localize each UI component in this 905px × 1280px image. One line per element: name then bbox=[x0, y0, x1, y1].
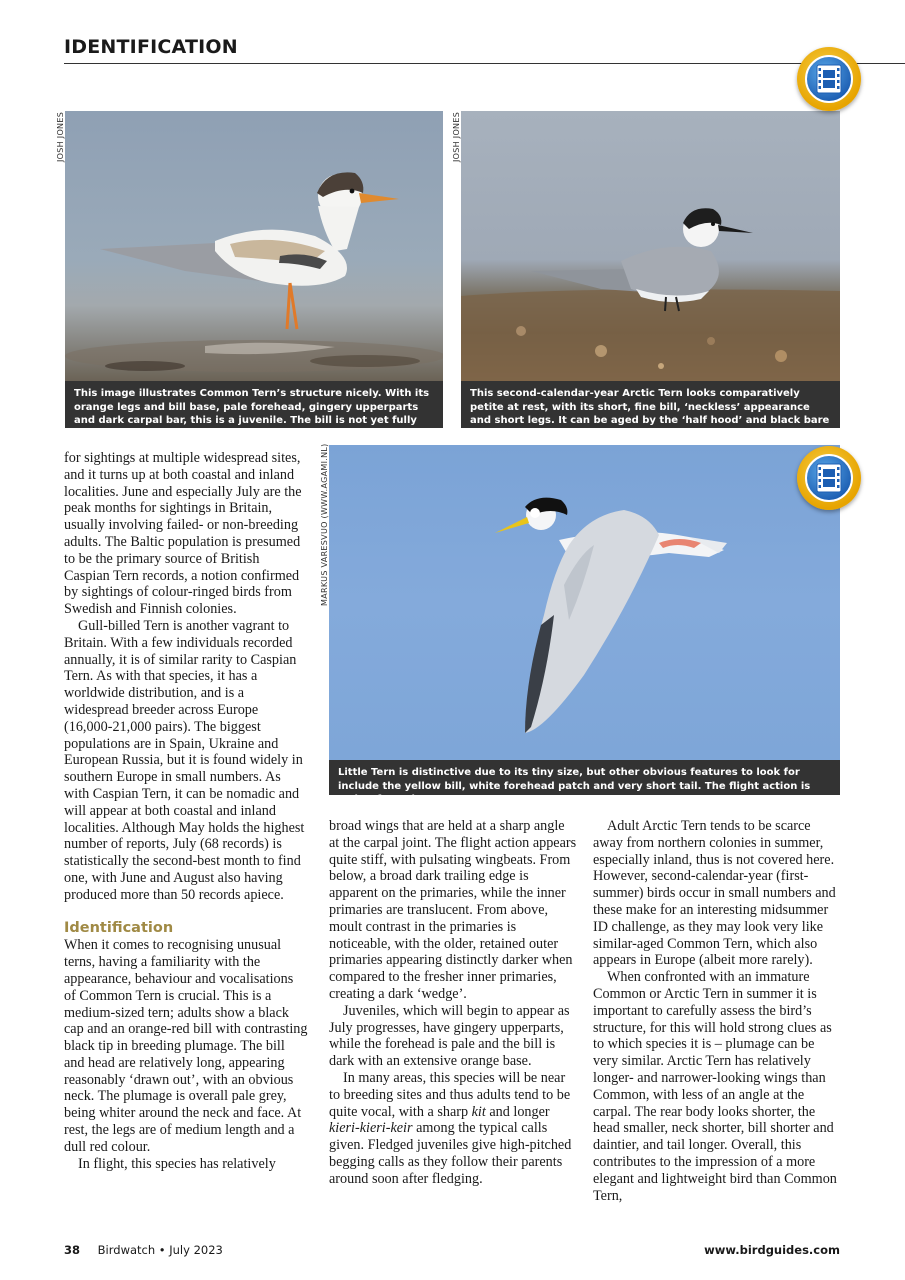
call-kieri: kieri-kieri-keir bbox=[329, 1120, 413, 1137]
col2-paragraph-3 bbox=[329, 1070, 578, 1188]
photo-arctic-tern bbox=[461, 111, 840, 381]
photo-caption-2: This second-calendar-year Arctic Tern looks comparatively petite at rest, with its short, fine bill, ‘neckless’ appearance and short legs. It can be aged by the ‘half hood’ and black bare parts. bbox=[461, 381, 840, 428]
col2-paragraph-2: Juveniles, which will begin to appear as July progresses, have gingery upperparts, while the forehead is pale and the bill is dark with an extensive orange base. bbox=[329, 1002, 570, 1070]
section-title: IDENTIFICATION bbox=[64, 36, 238, 58]
arctic-tern-illustration bbox=[461, 111, 840, 381]
header-rule bbox=[64, 63, 905, 64]
footer-url[interactable]: www.birdguides.com bbox=[704, 1243, 840, 1257]
photo-common-tern bbox=[65, 111, 443, 381]
photo-credit-2: JOSH JONES bbox=[452, 111, 461, 162]
photo-caption-3: Little Tern is distinctive due to its tiny size, but other obvious features to look for include the yellow bill, white forehead patch and very short tail. The flight action is rather frenetic. bbox=[329, 760, 840, 795]
photo-caption-1: This image illustrates Common Tern’s structure nicely. With its orange legs and bill base, pale forehead, gingery upperparts and dark carpal bar, this is a juvenile. The bill is not yet fully grown and appears short. bbox=[65, 381, 443, 428]
col1-paragraph-1: for sightings at multiple widespread sites, and it turns up at both coastal and inland localities. June and especially July are the peak months for sightings in Britain, usually involving failed- or non-breeding adults. The Baltic population is presumed to be the primary source of British Caspian Tern records, a notion confirmed by sightings of colour-ringed birds from Swedish and Finnish colonies. bbox=[64, 450, 302, 618]
col3-paragraph-2: When confronted with an immature Common or Arctic Tern in summer it is important to carefully assess the bird’s structure, for this will hold strong clues as to which species it is – plumage can be very similar. Arctic Tern has relatively longer- and narrower-looking wings than Common, with less of an angle at the carpal. The rear body looks shorter, the head smaller, neck shorter, bill shorter and daintier, and tail longer. Overall, this contributes to the impression of a more elegant and lightweight bird than Common Tern, bbox=[593, 969, 837, 1204]
call-kit: kit bbox=[471, 1103, 486, 1120]
col2-p3-text-b: and longer bbox=[485, 1103, 550, 1120]
body-column-3 bbox=[593, 818, 843, 1204]
col1-paragraph-3: When it comes to recognising unusual terns, having a familiarity with the appearance, behaviour and vocalisations of Common Tern is crucial. This is a medium-sized tern; adults show a black cap and an orange-red bill with contrasting black tip in breeding plumage. The bill and head are relatively long, appearing reasonably ‘drawn out’, with an obvious neck. The plumage is overall pale grey, being whiter around the neck and face. At rest, the legs are of medium length and a dull red colour. bbox=[64, 937, 308, 1155]
magazine-issue: Birdwatch • July 2023 bbox=[97, 1243, 223, 1257]
footer-left bbox=[64, 1243, 223, 1257]
photo-credit-1: JOSH JONES bbox=[56, 111, 65, 162]
col3-paragraph-1: Adult Arctic Tern tends to be scarce away from northern colonies in summer, especially inland, thus is not covered here. However, second-calendar-year (first-summer) birds occur in small numbers and these make for an interesting midsummer ID challenge, as they may look very like similar-aged Common Tern, which also appears in Europe (albeit more rarely). bbox=[593, 818, 836, 969]
body-column-2 bbox=[329, 818, 578, 1188]
col2-p3-text-c: among the typical calls given. Fledged juveniles give high-pitched begging calls as they follow their parents around soon after fledging. bbox=[329, 1120, 572, 1187]
video-badge-top[interactable] bbox=[797, 47, 861, 111]
col2-paragraph-1: broad wings that are held at a sharp angle at the carpal joint. The flight action appears quite stiff, with pulsating wingbeats. From below, a broad dark trailing edge is apparent on the primaries, while the inner primaries are translucent. From above, moult contrast in the primaries is noticeable, with the older, retained outer primaries appearing distinctly darker when compared to the fresher inner primaries, creating a dark ‘wedge’. bbox=[329, 818, 577, 1002]
little-tern-illustration bbox=[329, 445, 840, 760]
col1-paragraph-4: In flight, this species has relatively bbox=[78, 1155, 276, 1172]
photo-credit-3: MARKUS VARESVUO (WWW.AGAMI.NL) bbox=[320, 443, 329, 606]
common-tern-illustration bbox=[65, 111, 443, 381]
body-column-1 bbox=[64, 450, 308, 1172]
film-strip-icon bbox=[816, 64, 842, 94]
video-badge-middle[interactable] bbox=[797, 446, 861, 510]
identification-subhead: Identification bbox=[64, 919, 174, 936]
photo-little-tern bbox=[329, 445, 840, 760]
col2-p3-text-a: In many areas, this species will be near to breeding sites and thus adults tend to be quite vocal, with a sharp bbox=[329, 1069, 571, 1120]
col1-paragraph-2: Gull-billed Tern is another vagrant to Britain. With a few individuals recorded annually, it is of similar rarity to Caspian Tern. As with that species, it has a worldwide distribution, and is a widespread breeder across Europe (16,000-21,000 pairs). The biggest populations are in Spain, Ukraine and European Russia, but it is found widely in southern Europe in small numbers. As with Caspian Tern, it can be nomadic and will appear at both coastal and inland localities. Although May holds the highest number of reports, July (68 records) is statistically the second-best month to find one, with June and August also having produced more than 50 records apiece. bbox=[64, 617, 305, 903]
film-strip-icon bbox=[816, 463, 842, 493]
page-number: 38 bbox=[64, 1243, 81, 1257]
